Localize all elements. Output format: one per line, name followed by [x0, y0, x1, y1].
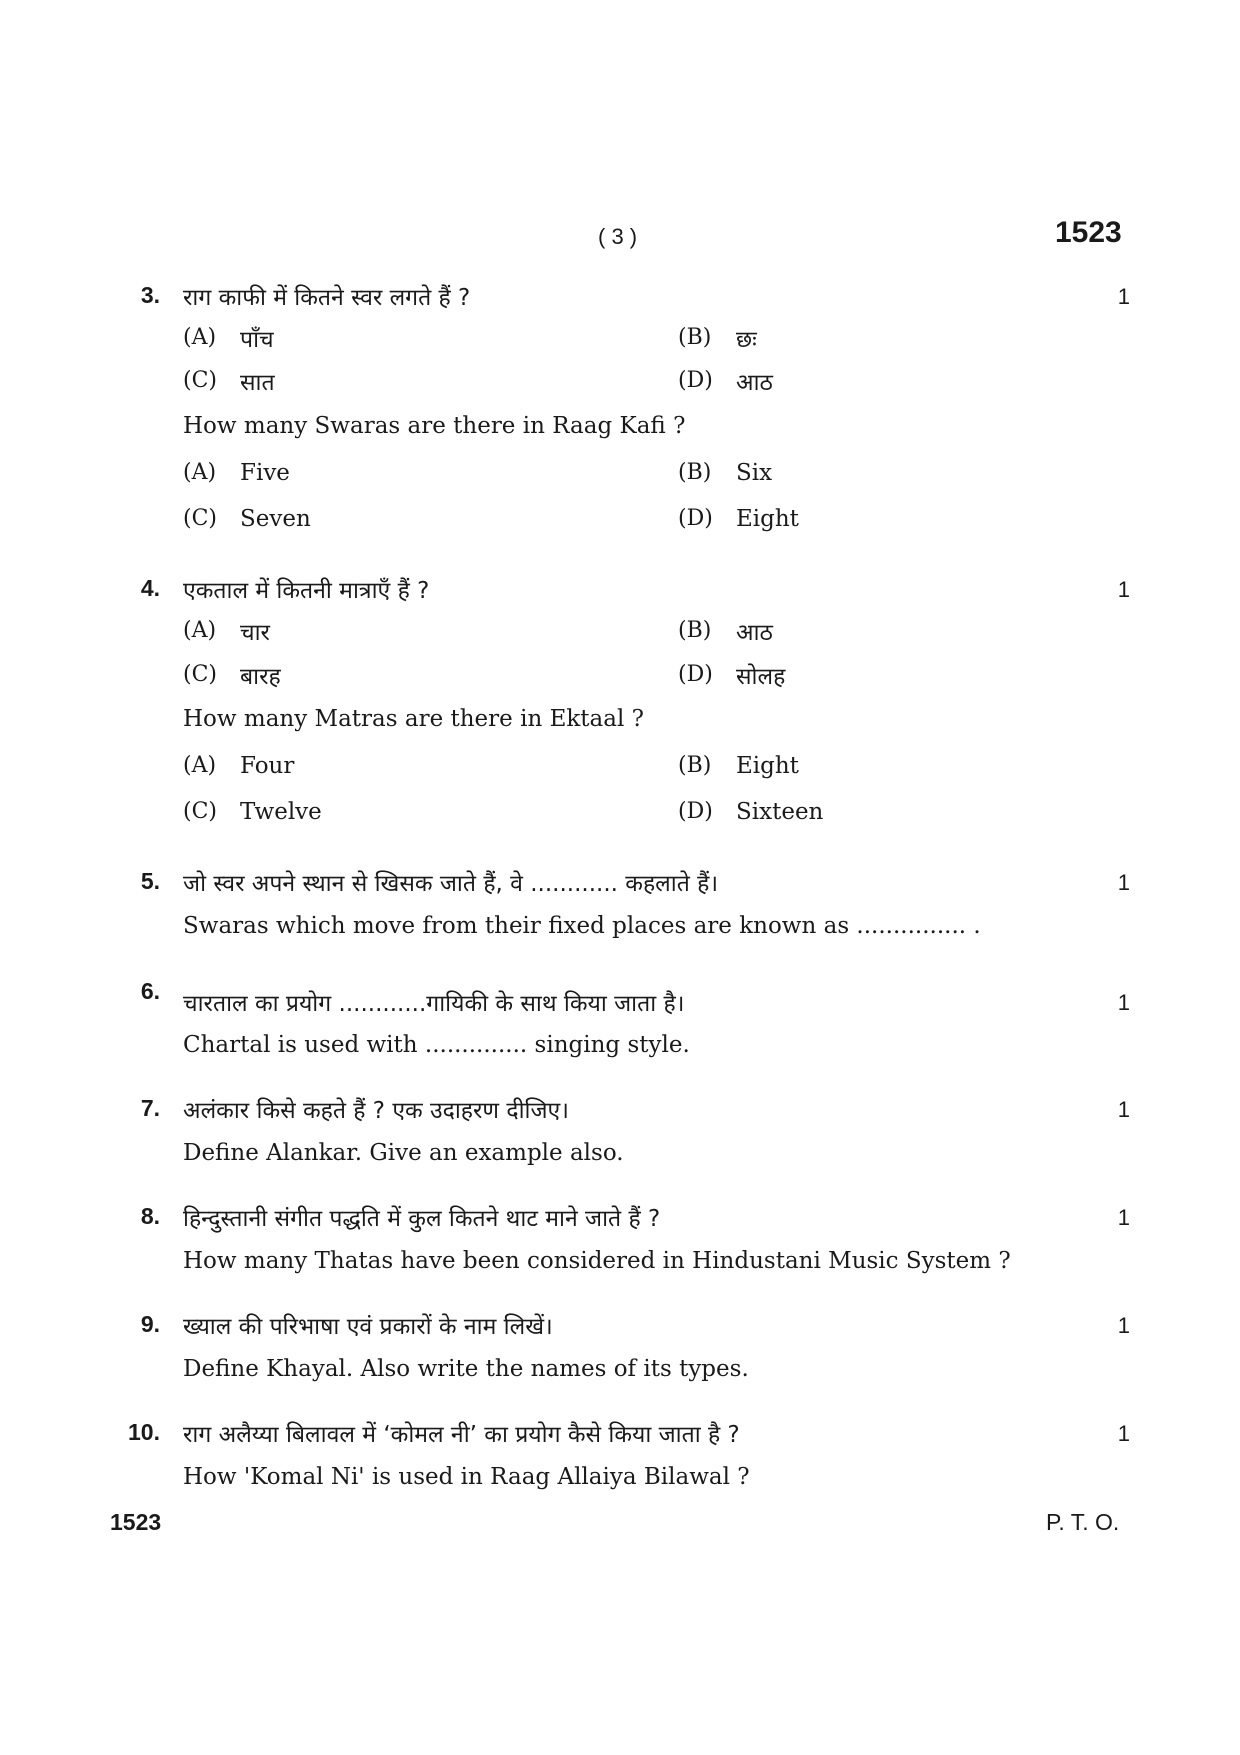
option-label: (A) — [183, 325, 217, 350]
option-text: आठ — [736, 370, 773, 396]
question-marks: 1 — [1117, 284, 1130, 309]
page-number: ( 3 ) — [598, 224, 638, 249]
question-marks: 1 — [1117, 577, 1130, 602]
option-text: आठ — [736, 620, 773, 646]
option-label: (C) — [183, 799, 217, 824]
option-text: Six — [736, 460, 773, 486]
option-text: Twelve — [240, 799, 322, 825]
question-marks: 1 — [1117, 1097, 1130, 1122]
question-number: 7. — [140, 1095, 160, 1121]
option-text: बारह — [240, 664, 281, 690]
option-label: (D) — [678, 506, 713, 531]
question-text-hindi: चारताल का प्रयोग ............गायिकी के साथ किया जाता है। — [183, 991, 685, 1017]
option-text: Seven — [240, 506, 311, 532]
question-number: 4. — [140, 575, 160, 601]
option-text: सोलह — [736, 664, 786, 690]
question-text-hindi: जो स्वर अपने स्थान से खिसक जाते हैं, वे ............ कहलाते हैं। — [183, 871, 719, 897]
question-marks: 1 — [1117, 870, 1130, 895]
question-number: 5. — [140, 868, 160, 894]
option-text: Five — [240, 460, 290, 486]
question-text-english: Define Khayal. Also write the names of its types. — [183, 1356, 749, 1382]
question-text-english: Define Alankar. Give an example also. — [183, 1140, 624, 1166]
option-label: (B) — [678, 753, 712, 778]
question-marks: 1 — [1117, 1313, 1130, 1338]
option-text: चार — [240, 620, 270, 646]
question-marks: 1 — [1117, 1421, 1130, 1446]
question-number: 6. — [140, 978, 160, 1004]
option-text: Four — [240, 753, 295, 779]
question-number: 8. — [140, 1203, 160, 1229]
question-number: 9. — [140, 1311, 160, 1337]
question-text-hindi: अलंकार किसे कहते हैं ? एक उदाहरण दीजिए। — [183, 1098, 569, 1124]
option-label: (C) — [183, 506, 217, 531]
paper-code-footer: 1523 — [110, 1509, 162, 1535]
question-number: 3. — [140, 282, 160, 308]
question-text-hindi: एकताल में कितनी मात्राएँ हैं ? — [183, 578, 430, 604]
question-number: 10. — [128, 1419, 160, 1445]
paper-code-header: 1523 — [1055, 216, 1122, 249]
question-marks: 1 — [1117, 990, 1130, 1015]
question-marks: 1 — [1117, 1205, 1130, 1230]
option-text: Eight — [736, 506, 799, 532]
question-text-hindi: राग काफी में कितने स्वर लगते हैं ? — [183, 285, 471, 311]
option-text: Eight — [736, 753, 799, 779]
question-text-hindi: राग अलैय्या बिलावल में ‘कोमल नी’ का प्रयोग कैसे किया जाता है ? — [183, 1422, 740, 1448]
option-text: Sixteen — [736, 799, 824, 825]
option-text: सात — [240, 370, 275, 396]
question-text-english: Chartal is used with .............. singing style. — [183, 1032, 690, 1058]
option-label: (C) — [183, 662, 217, 687]
question-text-english: How 'Komal Ni' is used in Raag Allaiya Bilawal ? — [183, 1464, 750, 1490]
option-text: पाँच — [240, 327, 274, 353]
question-text-english: How many Matras are there in Ektaal ? — [183, 706, 644, 732]
question-text-english: How many Swaras are there in Raag Kafi ? — [183, 413, 686, 439]
question-text-hindi: हिन्दुस्तानी संगीत पद्धति में कुल कितने थाट माने जाते हैं ? — [183, 1206, 661, 1232]
question-text-hindi: ख्याल की परिभाषा एवं प्रकारों के नाम लिखें। — [183, 1314, 553, 1340]
option-label: (D) — [678, 799, 713, 824]
question-text-english: Swaras which move from their fixed places are known as ............... . — [183, 913, 981, 939]
please-turn-over: P. T. O. — [1046, 1509, 1120, 1535]
option-label: (B) — [678, 618, 712, 643]
option-label: (A) — [183, 753, 217, 778]
question-text-english: How many Thatas have been considered in Hindustani Music System ? — [183, 1248, 1011, 1274]
option-label: (C) — [183, 368, 217, 393]
option-label: (B) — [678, 460, 712, 485]
option-label: (A) — [183, 460, 217, 485]
option-label: (D) — [678, 662, 713, 687]
option-text: छः — [736, 327, 757, 353]
option-label: (A) — [183, 618, 217, 643]
option-label: (B) — [678, 325, 712, 350]
option-label: (D) — [678, 368, 713, 393]
